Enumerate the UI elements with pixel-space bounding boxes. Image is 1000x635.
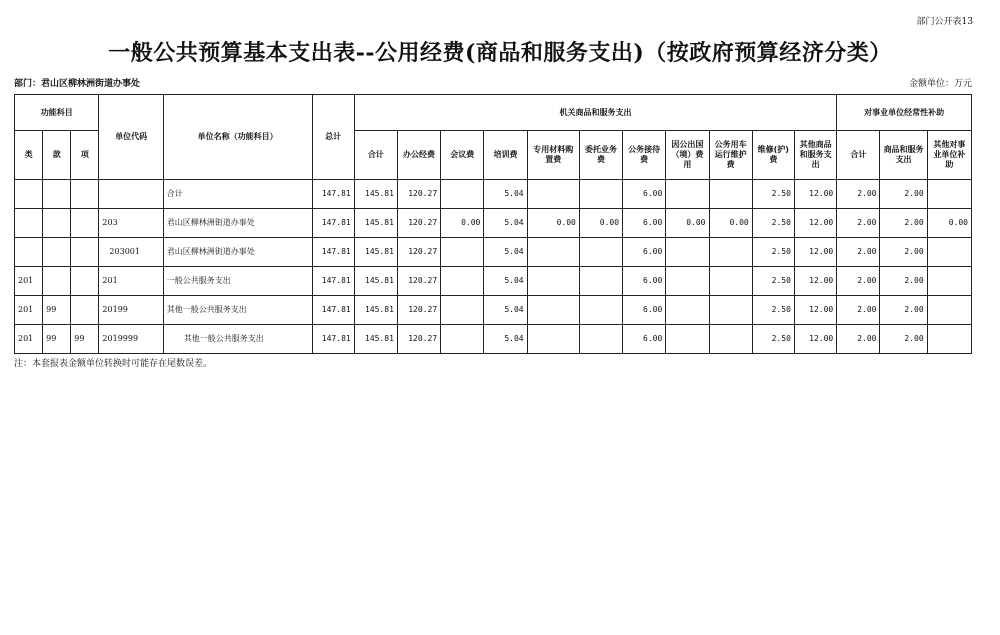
- xiang-cell: [71, 209, 99, 238]
- subsidy-cell: 2.00: [837, 325, 880, 354]
- unit-code-cell: 203: [99, 209, 163, 238]
- kuan-cell: 99: [43, 325, 71, 354]
- expense-cell: 120.27: [397, 209, 440, 238]
- expense-cell: 12.00: [794, 296, 836, 325]
- unit-code-cell: 2019999: [99, 325, 163, 354]
- expense-col-header: 会议费: [441, 131, 484, 180]
- expense-cell: [709, 296, 752, 325]
- unit-code-header: 单位代码: [99, 95, 163, 180]
- unit-code-cell: 203001: [99, 238, 163, 267]
- expense-cell: 120.27: [397, 267, 440, 296]
- page-title: 一般公共预算基本支出表--公用经费(商品和服务支出)（按政府预算经济分类）: [108, 40, 892, 66]
- unit-name-cell: 其他一般公共服务支出: [163, 296, 312, 325]
- total-cell: 147.81: [312, 180, 354, 209]
- expense-cell: 145.81: [354, 296, 397, 325]
- expense-cell: [709, 325, 752, 354]
- subsidy-cell: 2.00: [837, 209, 880, 238]
- kuan-cell: [43, 180, 71, 209]
- table-row: [15, 296, 972, 325]
- expense-cell: 12.00: [794, 180, 836, 209]
- footnote: 注：本套报表金额单位转换时可能存在尾数误差。: [14, 359, 213, 369]
- subsidy-cell: [927, 267, 971, 296]
- expense-cell: 2.50: [752, 238, 794, 267]
- subsidy-cell: 2.00: [837, 296, 880, 325]
- kuan-cell: [43, 267, 71, 296]
- expense-col-header: 合计: [354, 131, 397, 180]
- total-header: 总计: [312, 95, 354, 180]
- expense-cell: 2.50: [752, 209, 794, 238]
- subsidy-cell: 2.00: [837, 238, 880, 267]
- expense-col-header: 委托业务费: [579, 131, 622, 180]
- expense-cell: 145.81: [354, 209, 397, 238]
- expense-cell: 2.50: [752, 267, 794, 296]
- expense-cell: [527, 238, 579, 267]
- expense-cell: [441, 180, 484, 209]
- unit-name-cell: 君山区柳林洲街道办事处: [163, 238, 312, 267]
- expense-cell: [579, 180, 622, 209]
- subsidy-cell: 2.00: [880, 209, 927, 238]
- lei-cell: [15, 180, 43, 209]
- expense-col-header: 公务接待费: [623, 131, 666, 180]
- subsidy-cell: [927, 296, 971, 325]
- lei-cell: 201: [15, 267, 43, 296]
- total-cell: 147.81: [312, 238, 354, 267]
- expense-col-header: 专用材料购置费: [527, 131, 579, 180]
- expense-col-header: 维修(护)费: [752, 131, 794, 180]
- expense-cell: 12.00: [794, 267, 836, 296]
- expense-cell: 5.04: [484, 238, 527, 267]
- xiang-cell: 99: [71, 325, 99, 354]
- func-subject-header: 功能科目: [15, 95, 99, 131]
- expense-cell: 6.00: [623, 267, 666, 296]
- expense-cell: [441, 325, 484, 354]
- subsidy-cell: 2.00: [880, 267, 927, 296]
- expense-cell: [709, 180, 752, 209]
- expense-cell: [579, 325, 622, 354]
- unit-code-cell: 201: [99, 267, 163, 296]
- table-row: [15, 267, 972, 296]
- expense-cell: [527, 325, 579, 354]
- expense-cell: [666, 267, 709, 296]
- expense-cell: [527, 296, 579, 325]
- expense-col-header: 培训费: [484, 131, 527, 180]
- expense-col-header: 公务用车运行维护费: [709, 131, 752, 180]
- kuan-cell: [43, 209, 71, 238]
- table-row: [15, 180, 972, 209]
- expense-cell: 12.00: [794, 209, 836, 238]
- form-number-label: 部门公开表13: [916, 17, 973, 27]
- subsidy-cell: [927, 325, 971, 354]
- expense-cell: [666, 296, 709, 325]
- subsidy-cell: 2.00: [837, 267, 880, 296]
- subsidy-cell: 0.00: [927, 209, 971, 238]
- total-cell: 147.81: [312, 325, 354, 354]
- total-cell: 147.81: [312, 296, 354, 325]
- total-cell: 147.81: [312, 267, 354, 296]
- expense-cell: [709, 267, 752, 296]
- expense-cell: [441, 296, 484, 325]
- expenditure-table: [14, 94, 972, 354]
- expense-col-header: 因公出国（境）费用: [666, 131, 709, 180]
- total-cell: 147.81: [312, 209, 354, 238]
- xiang-cell: [71, 180, 99, 209]
- expense-cell: 0.00: [527, 209, 579, 238]
- expense-cell: 5.04: [484, 296, 527, 325]
- expense-cell: [579, 267, 622, 296]
- expense-cell: [666, 238, 709, 267]
- unit-name-cell: 其他一般公共服务支出: [163, 325, 312, 354]
- expense-cell: [666, 325, 709, 354]
- expense-cell: 6.00: [623, 180, 666, 209]
- subsidy-cell: 2.00: [880, 180, 927, 209]
- subsidy-col-header: 合计: [837, 131, 880, 180]
- expense-cell: 120.27: [397, 238, 440, 267]
- subsidy-col-header: 其他对事业单位补助: [927, 131, 971, 180]
- expense-cell: [666, 180, 709, 209]
- expense-cell: 0.00: [666, 209, 709, 238]
- kuan-cell: [43, 238, 71, 267]
- xiang-cell: [71, 238, 99, 267]
- currency-unit-label: 金额单位：万元: [908, 79, 972, 89]
- xiang-cell: [71, 267, 99, 296]
- unit-code-cell: [99, 180, 163, 209]
- expense-cell: [527, 180, 579, 209]
- expense-cell: 5.04: [484, 209, 527, 238]
- expense-cell: 5.04: [484, 325, 527, 354]
- expense-cell: 0.00: [441, 209, 484, 238]
- expense-cell: [579, 238, 622, 267]
- expense-cell: 120.27: [397, 180, 440, 209]
- expense-cell: 145.81: [354, 267, 397, 296]
- table-row: [15, 325, 972, 354]
- unit-code-cell: 20199: [99, 296, 163, 325]
- table-row: [15, 209, 972, 238]
- expense-cell: [441, 267, 484, 296]
- expense-cell: 12.00: [794, 238, 836, 267]
- kuan-header: 款: [43, 131, 71, 180]
- table-row: [15, 238, 972, 267]
- institution-subsidy-header: 对事业单位经常性补助: [837, 95, 972, 131]
- lei-cell: 201: [15, 296, 43, 325]
- expense-cell: 6.00: [623, 296, 666, 325]
- unit-name-cell: 君山区柳林洲街道办事处: [163, 209, 312, 238]
- unit-name-cell: 合计: [163, 180, 312, 209]
- subsidy-cell: 2.00: [880, 296, 927, 325]
- subsidy-cell: 2.00: [837, 180, 880, 209]
- expense-cell: [579, 296, 622, 325]
- expense-cell: [709, 238, 752, 267]
- expense-cell: 2.50: [752, 325, 794, 354]
- lei-cell: [15, 238, 43, 267]
- subsidy-col-header: 商品和服务支出: [880, 131, 927, 180]
- kuan-cell: 99: [43, 296, 71, 325]
- expense-cell: 6.00: [623, 209, 666, 238]
- expense-cell: 145.81: [354, 238, 397, 267]
- expense-cell: 145.81: [354, 180, 397, 209]
- lei-header: 类: [15, 131, 43, 180]
- expense-cell: 5.04: [484, 267, 527, 296]
- expense-cell: [527, 267, 579, 296]
- department-label: 部门：君山区柳林洲街道办事处: [14, 79, 141, 89]
- expense-cell: 120.27: [397, 296, 440, 325]
- lei-cell: 201: [15, 325, 43, 354]
- subsidy-cell: [927, 180, 971, 209]
- expense-cell: 12.00: [794, 325, 836, 354]
- lei-cell: [15, 209, 43, 238]
- expense-cell: 2.50: [752, 180, 794, 209]
- expense-col-header: 办公经费: [397, 131, 440, 180]
- subsidy-cell: 2.00: [880, 325, 927, 354]
- subsidy-cell: 2.00: [880, 238, 927, 267]
- expense-cell: 6.00: [623, 325, 666, 354]
- office-goods-services-header: 机关商品和服务支出: [354, 95, 837, 131]
- expense-col-header: 其他商品和服务支出: [794, 131, 836, 180]
- subsidy-cell: [927, 238, 971, 267]
- xiang-cell: [71, 296, 99, 325]
- expense-cell: 145.81: [354, 325, 397, 354]
- expense-cell: 0.00: [579, 209, 622, 238]
- expense-cell: 0.00: [709, 209, 752, 238]
- expense-cell: 6.00: [623, 238, 666, 267]
- expense-cell: [441, 238, 484, 267]
- expense-cell: 120.27: [397, 325, 440, 354]
- unit-name-header: 单位名称（功能科目）: [163, 95, 312, 180]
- unit-name-cell: 一般公共服务支出: [163, 267, 312, 296]
- xiang-header: 项: [71, 131, 99, 180]
- expense-cell: 2.50: [752, 296, 794, 325]
- expense-cell: 5.04: [484, 180, 527, 209]
